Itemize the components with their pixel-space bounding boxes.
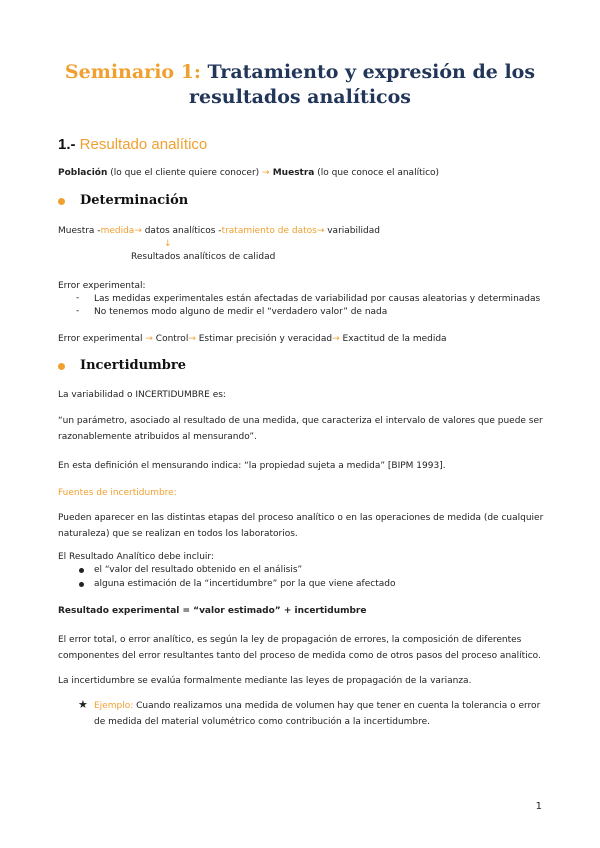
poblacion-text: (lo que el cliente quiere conocer) — [107, 168, 263, 178]
paragraph-4: Pueden aparecer en las distintas etapas del proceso analítico o en las operaciones de medida (de cualquier naturaleza) que se realizan en todos los laboratorios. — [58, 513, 544, 539]
formula: Resultado experimental = “valor estimado” + incertidumbre — [58, 606, 367, 616]
chain-line — [58, 333, 447, 346]
section-number: 1.- — [58, 136, 76, 153]
chain-exactitud: Exactitud de la medida — [339, 334, 447, 344]
heading-incertidumbre-text: Incertidumbre — [80, 358, 187, 373]
error-item-2: No tenemos modo alguno de medir el “verdadero valor” de nada — [94, 307, 388, 317]
bullet-icon — [79, 568, 84, 573]
down-arrow-icon: ↓ — [164, 239, 172, 249]
error-label: Error experimental: — [58, 281, 146, 291]
ejemplo-paragraph — [94, 698, 544, 730]
heading-determinacion-text: Determinación — [80, 193, 189, 208]
paragraph-3: En esta definición el mensurando indica: “la propiedad sujeta a medida” [BIPM 1993]. — [58, 461, 446, 471]
title-accent: Seminario 1: — [64, 61, 201, 83]
bullet-dot-icon — [58, 363, 65, 370]
star-icon: ★ — [78, 698, 88, 711]
page-number: 1 — [535, 801, 542, 812]
fuentes-heading: Fuentes de incertidumbre: — [58, 488, 177, 498]
section-heading — [58, 136, 207, 153]
chain-error: Error experimental — [58, 334, 146, 344]
ejemplo-label: Ejemplo: — [94, 701, 134, 711]
flow-medida: medida — [100, 226, 135, 236]
arrow-icon: → — [145, 334, 153, 344]
flow-sub: Resultados analíticos de calidad — [131, 252, 276, 262]
title-line2: resultados analíticos — [189, 86, 411, 108]
heading-determinacion — [80, 193, 188, 208]
include-item-2: alguna estimación de la “incertidumbre” por la que viene afectado — [94, 579, 396, 589]
dash-marker: - — [76, 293, 80, 303]
arrow-icon: → — [316, 226, 325, 236]
title-line1: Tratamiento y expresión de los — [200, 61, 536, 83]
dash-marker: - — [76, 306, 80, 316]
poblacion-line — [58, 167, 439, 180]
muestra-text: (lo que conoce el analítico) — [314, 168, 440, 178]
muestra-bold: Muestra — [269, 168, 315, 178]
include-item-1: el “valor del resultado obtenido en el análisis” — [94, 565, 303, 575]
chain-control: Control — [152, 334, 189, 344]
paragraph-7: La incertidumbre se evalúa formalmente mediante las leyes de propagación de la varianza. — [58, 676, 472, 686]
flow-datos: datos analíticos - — [141, 226, 222, 236]
heading-incertidumbre — [80, 358, 186, 373]
poblacion-bold: Población — [58, 168, 108, 178]
paragraph-5: El Resultado Analítico debe incluir: — [58, 552, 214, 562]
arrow-icon: → — [262, 168, 270, 178]
flow-line — [58, 225, 380, 238]
arrow-icon: → — [332, 334, 340, 344]
flow-variabilidad: variabilidad — [324, 226, 380, 236]
ejemplo-text: Cuando realizamos una medida de volumen hay que tener en cuenta la tolerancia o error de medida del material volumétrico como contribución a la incertidumbre. — [94, 701, 541, 727]
arrow-icon: → — [134, 226, 142, 236]
paragraph-2: “un parámetro, asociado al resultado de una medida, que caracteriza el intervalo de valores que puede ser razonablemente atribuidos al mensurando”. — [58, 416, 543, 442]
bullet-icon — [79, 582, 84, 587]
arrow-icon: → — [188, 334, 196, 344]
flow-muestra: Muestra - — [58, 226, 101, 236]
paragraph-1: La variabilidad o INCERTIDUMBRE es: — [58, 390, 226, 400]
chain-estimar: Estimar precisión y veracidad — [195, 334, 333, 344]
page-title — [60, 60, 540, 110]
bullet-dot-icon — [58, 198, 65, 205]
flow-tratamiento: tratamiento de datos — [221, 226, 317, 236]
error-item-1: Las medidas experimentales están afectadas de variabilidad por causas aleatorias y determinadas — [94, 294, 541, 304]
paragraph-6: El error total, o error analítico, es según la ley de propagación de errores, la composición de diferentes componentes del error resultantes tanto del proceso de medida como de otros pasos del proceso analítico. — [58, 635, 541, 661]
section-label: Resultado analítico — [75, 136, 208, 153]
